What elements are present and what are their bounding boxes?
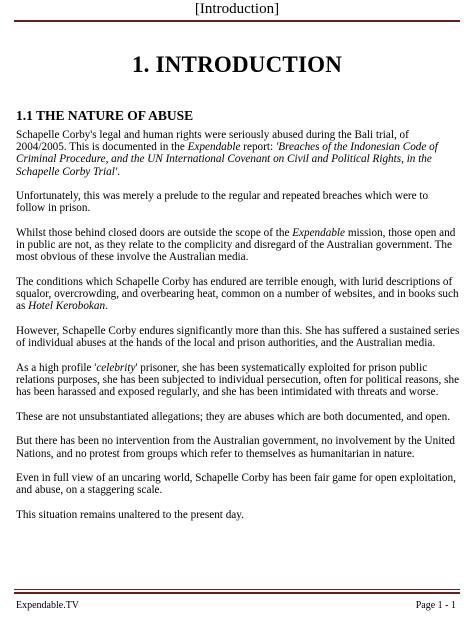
- paragraph-5: However, Schapelle Corby endures significantly more than this. She has suffered a sustained series of individual abuses at the hands of the local and prison authorities, and the Australian media.: [16, 325, 460, 350]
- paragraph-3-text-c: mission, those open and in public are not, as they relate to the complicity and disregard of the Australian government. The most obvious of these involve the Australian media.: [16, 227, 456, 264]
- paragraph-2: Unfortunately, this was merely a prelude to the regular and repeated breaches which were to follow in prison.: [16, 190, 429, 215]
- paragraph-1-report-name: Expendable: [187, 141, 241, 154]
- paragraph-1-report-title: 'Breaches of the Indonesian Code of Criminal Procedure, and the UN International Covenant on Civil and Political Rights, in the Schapelle Corby Trial': [16, 141, 438, 178]
- paragraph-4-text-a: The conditions which Schapelle Corby has endured are terrible enough, with lurid descriptions of squalor, overcrowding, and overbearing heat, common on a number of websites, and in books such as: [16, 276, 459, 313]
- paragraph-7: These are not unsubstantiated allegations; they are abuses which are both documented, and open.: [16, 410, 450, 423]
- paragraph-6: [16, 362, 460, 399]
- page-header: [0, 0, 474, 22]
- paragraph-8: But there has been no intervention from the Australian government, no involvement by the United Nations, and no protest from groups which refer to themselves as humanitarian in nature.: [16, 435, 456, 460]
- paragraph-4-text-c: .: [105, 300, 108, 313]
- running-header-title: [Introduction]: [194, 1, 280, 17]
- footer-rule-thin: [14, 589, 460, 590]
- paragraph-9: Even in full view of an uncaring world, Schapelle Corby has been fair game for open exploitation, and abuse, on a staggering scale.: [16, 472, 456, 497]
- paragraph-3: [16, 227, 460, 264]
- paragraph-6-text-c: ' prisoner, she has been systematically exploited for prison public relations purposes, she has been subjected to individual persecution, often for political reasons, she has been harassed and exposed regularly, and she has been intimidated with threats and worse.: [16, 361, 460, 399]
- paragraph-1-text-e: .: [117, 165, 121, 178]
- footer-page-number: Page 1 - 1: [415, 600, 456, 611]
- chapter-title: 1. INTRODUCTION: [131, 52, 343, 77]
- section-heading: 1.1 THE NATURE OF ABUSE: [16, 108, 194, 123]
- paragraph-3-mission-name: Expendable: [292, 227, 346, 239]
- paragraph-1: [16, 129, 460, 178]
- body-text: [16, 129, 460, 534]
- paragraph-6-text-a: As a high profile ': [16, 361, 97, 374]
- paragraph-4: [16, 276, 460, 313]
- paragraph-4-book-title: Hotel Kerobokan: [28, 300, 106, 313]
- header-rule: [14, 20, 460, 22]
- paragraph-6-celebrity: celebrity: [96, 361, 136, 374]
- paragraph-10: This situation remains unaltered to the present day.: [16, 508, 244, 521]
- footer-rule-thick: [14, 592, 460, 594]
- paragraph-1-text-c: report:: [240, 141, 276, 154]
- paragraph-3-text-a: Whilst those behind closed doors are outside the scope of the: [16, 227, 293, 239]
- paragraph-1-text-a: Schapelle Corby's legal and human rights were seriously abused during the Bali trial, of 2004/2005. This is documented in the: [16, 129, 409, 154]
- footer-site-name: Expendable.TV: [16, 600, 80, 611]
